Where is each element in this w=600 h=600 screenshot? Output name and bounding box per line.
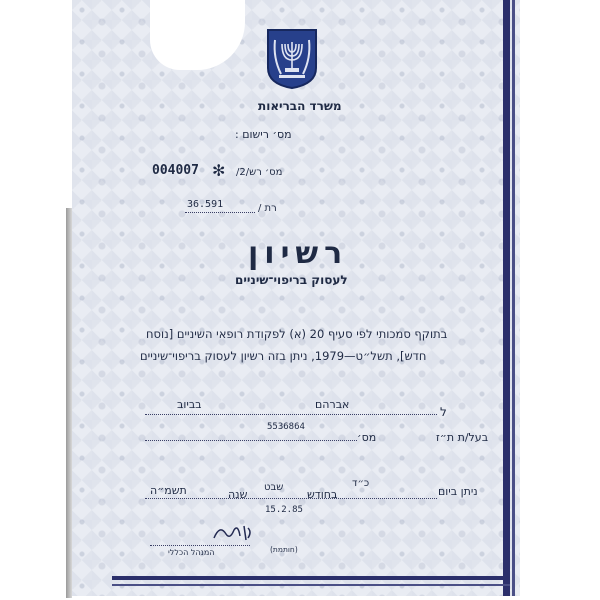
border-right-inner bbox=[512, 0, 515, 596]
registration-number-label: מס׳ רישום : bbox=[235, 128, 292, 141]
body-text-line-2: חדש], תשל״ט—1979, ניתן בזה רשיון לעסוק בריפוי־שיניים bbox=[140, 349, 427, 363]
issued-year: תשמ״ה bbox=[150, 484, 187, 497]
body-text-line-1: בתוקף סמכותי לפי סעיף 20 (א) לפקודת רופאי השיניים [נוסח bbox=[146, 327, 448, 341]
director-general-label: המנהל הכללי bbox=[168, 548, 215, 557]
rt-value: 36.591 bbox=[187, 199, 224, 210]
recipient-given-name: אברהם bbox=[315, 398, 350, 411]
permit-number: 004007 bbox=[152, 163, 199, 178]
stamp-label: (חותמת) bbox=[270, 545, 298, 554]
issued-day: כ״ד bbox=[352, 478, 370, 489]
permit-number-label: מס׳ רש/2/ bbox=[236, 167, 283, 178]
border-bottom-inner bbox=[112, 584, 510, 586]
signature-underline bbox=[150, 545, 250, 546]
asterisk-mark: ✻ bbox=[212, 161, 226, 180]
director-signature bbox=[210, 520, 254, 544]
recipient-prefix: ל bbox=[440, 405, 447, 419]
id-number: 5536864 bbox=[267, 422, 305, 432]
rt-underline bbox=[185, 212, 255, 213]
id-holder-label: בעל/ת ת״ז bbox=[436, 431, 489, 444]
document-title: רשיון bbox=[248, 236, 349, 271]
issued-date-label: ניתן ביום bbox=[438, 485, 478, 498]
state-emblem-icon bbox=[265, 28, 319, 90]
border-right bbox=[503, 0, 510, 596]
id-underline bbox=[145, 440, 357, 441]
recipient-surname: בביוב bbox=[177, 398, 202, 411]
border-bottom bbox=[112, 576, 510, 580]
document-subtitle: לעסוק בריפוי־שיניים bbox=[235, 273, 348, 287]
year-label: שנה bbox=[228, 488, 248, 501]
issued-date-numeric: 15.2.85 bbox=[265, 505, 303, 515]
rt-label: רת / bbox=[258, 203, 277, 214]
date-underline bbox=[145, 498, 437, 499]
id-number-label: מס׳ bbox=[357, 431, 377, 444]
issued-month: שבט bbox=[264, 482, 284, 493]
name-underline bbox=[145, 414, 437, 415]
ministry-name: משרד הבריאות bbox=[258, 99, 342, 113]
month-label: בחודש bbox=[307, 488, 338, 501]
